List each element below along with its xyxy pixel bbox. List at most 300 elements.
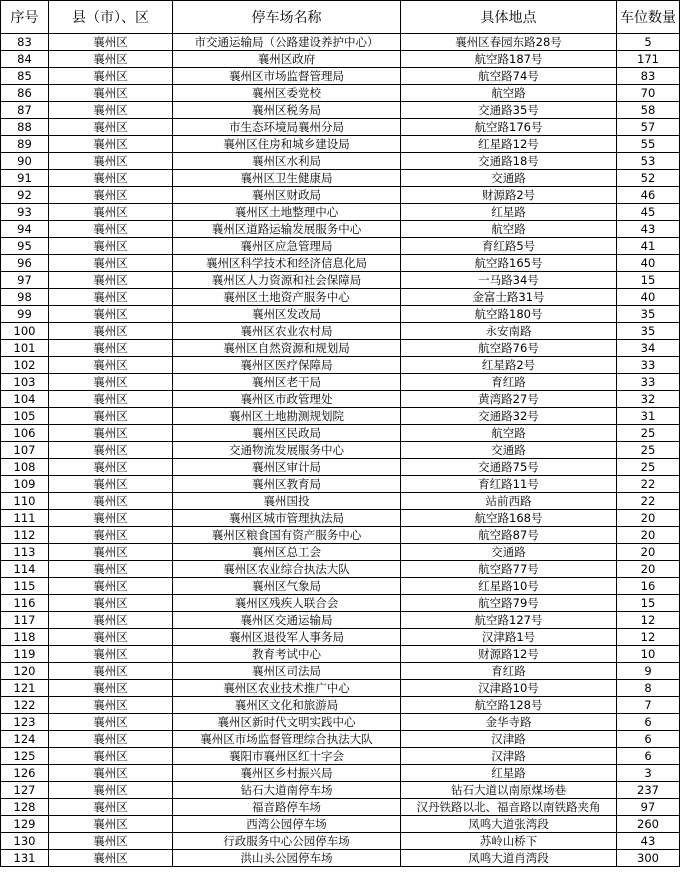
cell-spaces: 3 [617, 765, 680, 782]
cell-lot-name: 襄州区市场监督管理综合执法大队 [173, 731, 401, 748]
table-row [1, 340, 680, 357]
cell-index: 116 [1, 595, 49, 612]
cell-index: 110 [1, 493, 49, 510]
cell-district: 襄州区 [49, 527, 173, 544]
cell-spaces: 46 [617, 187, 680, 204]
cell-lot-name: 市生态环境局襄州分局 [173, 119, 401, 136]
cell-lot-name: 襄州区市场监督管理局 [173, 68, 401, 85]
cell-index: 86 [1, 85, 49, 102]
cell-location: 金华寺路 [401, 714, 617, 731]
cell-index: 98 [1, 289, 49, 306]
header-location: 具体地点 [401, 1, 617, 34]
cell-location: 航空路165号 [401, 255, 617, 272]
cell-index: 108 [1, 459, 49, 476]
cell-lot-name: 襄州区审计局 [173, 459, 401, 476]
table-row [1, 272, 680, 289]
table-row [1, 323, 680, 340]
cell-location: 育红路 [401, 374, 617, 391]
table-row [1, 51, 680, 68]
table-row [1, 714, 680, 731]
cell-index: 99 [1, 306, 49, 323]
cell-spaces: 260 [617, 816, 680, 833]
cell-lot-name: 襄州区自然资源和规划局 [173, 340, 401, 357]
cell-lot-name: 教育考试中心 [173, 646, 401, 663]
table-row [1, 612, 680, 629]
cell-spaces: 43 [617, 221, 680, 238]
cell-index: 96 [1, 255, 49, 272]
cell-district: 襄州区 [49, 306, 173, 323]
table-row [1, 680, 680, 697]
cell-spaces: 41 [617, 238, 680, 255]
table-row [1, 748, 680, 765]
table-row [1, 527, 680, 544]
cell-district: 襄州区 [49, 85, 173, 102]
header-lot-name: 停车场名称 [173, 1, 401, 34]
table-row [1, 85, 680, 102]
cell-index: 111 [1, 510, 49, 527]
cell-district: 襄州区 [49, 238, 173, 255]
table-row [1, 153, 680, 170]
table-row [1, 238, 680, 255]
cell-spaces: 22 [617, 476, 680, 493]
cell-district: 襄州区 [49, 731, 173, 748]
cell-spaces: 20 [617, 510, 680, 527]
cell-district: 襄州区 [49, 289, 173, 306]
cell-lot-name: 襄州区乡村振兴局 [173, 765, 401, 782]
cell-district: 襄州区 [49, 119, 173, 136]
cell-index: 127 [1, 782, 49, 799]
cell-lot-name: 行政服务中心公园停车场 [173, 833, 401, 850]
cell-location: 航空路180号 [401, 306, 617, 323]
cell-lot-name: 襄州区气象局 [173, 578, 401, 595]
table-row [1, 34, 680, 51]
cell-spaces: 45 [617, 204, 680, 221]
cell-index: 107 [1, 442, 49, 459]
cell-location: 航空路187号 [401, 51, 617, 68]
cell-index: 106 [1, 425, 49, 442]
cell-district: 襄州区 [49, 561, 173, 578]
table-row [1, 578, 680, 595]
cell-district: 襄州区 [49, 323, 173, 340]
cell-location: 育红路5号 [401, 238, 617, 255]
table-row [1, 493, 680, 510]
table-body [1, 34, 680, 867]
cell-district: 襄州区 [49, 255, 173, 272]
table-row [1, 119, 680, 136]
cell-index: 84 [1, 51, 49, 68]
cell-index: 97 [1, 272, 49, 289]
cell-location: 凤鸣大道肖湾段 [401, 850, 617, 867]
cell-district: 襄州区 [49, 51, 173, 68]
cell-spaces: 7 [617, 697, 680, 714]
cell-location: 红星路10号 [401, 578, 617, 595]
table-row [1, 833, 680, 850]
cell-lot-name: 襄州区退役军人事务局 [173, 629, 401, 646]
cell-location: 苏岭山桥下 [401, 833, 617, 850]
cell-location: 交通路 [401, 170, 617, 187]
cell-lot-name: 襄阳市襄州区红十字会 [173, 748, 401, 765]
cell-district: 襄州区 [49, 782, 173, 799]
cell-index: 100 [1, 323, 49, 340]
cell-index: 95 [1, 238, 49, 255]
cell-lot-name: 襄州区应急管理局 [173, 238, 401, 255]
cell-location: 航空路127号 [401, 612, 617, 629]
table-row [1, 374, 680, 391]
cell-spaces: 9 [617, 663, 680, 680]
cell-lot-name: 襄州国投 [173, 493, 401, 510]
cell-district: 襄州区 [49, 544, 173, 561]
cell-spaces: 22 [617, 493, 680, 510]
cell-spaces: 25 [617, 442, 680, 459]
cell-spaces: 31 [617, 408, 680, 425]
cell-index: 128 [1, 799, 49, 816]
cell-district: 襄州区 [49, 459, 173, 476]
cell-index: 113 [1, 544, 49, 561]
header-district: 县（市）、区 [49, 1, 173, 34]
cell-index: 87 [1, 102, 49, 119]
cell-location: 红星路 [401, 204, 617, 221]
cell-index: 85 [1, 68, 49, 85]
cell-spaces: 300 [617, 850, 680, 867]
cell-spaces: 57 [617, 119, 680, 136]
cell-district: 襄州区 [49, 816, 173, 833]
cell-spaces: 6 [617, 748, 680, 765]
cell-lot-name: 襄州区教育局 [173, 476, 401, 493]
cell-lot-name: 福音路停车场 [173, 799, 401, 816]
cell-district: 襄州区 [49, 357, 173, 374]
cell-location: 航空路74号 [401, 68, 617, 85]
table-row [1, 629, 680, 646]
cell-index: 103 [1, 374, 49, 391]
cell-location: 育红路11号 [401, 476, 617, 493]
header-index: 序号 [1, 1, 49, 34]
cell-district: 襄州区 [49, 442, 173, 459]
cell-lot-name: 襄州区政府 [173, 51, 401, 68]
cell-index: 88 [1, 119, 49, 136]
cell-lot-name: 襄州区税务局 [173, 102, 401, 119]
table-row [1, 782, 680, 799]
cell-district: 襄州区 [49, 595, 173, 612]
cell-district: 襄州区 [49, 850, 173, 867]
cell-spaces: 10 [617, 646, 680, 663]
cell-lot-name: 襄州区城市管理执法局 [173, 510, 401, 527]
table-row [1, 561, 680, 578]
cell-lot-name: 襄州区新时代文明实践中心 [173, 714, 401, 731]
cell-lot-name: 襄州区人力资源和社会保障局 [173, 272, 401, 289]
table-row [1, 697, 680, 714]
table-row [1, 255, 680, 272]
cell-location: 一马路34号 [401, 272, 617, 289]
cell-index: 130 [1, 833, 49, 850]
cell-lot-name: 襄州区发改局 [173, 306, 401, 323]
cell-spaces: 6 [617, 731, 680, 748]
cell-location: 钻石大道以南原煤场巷 [401, 782, 617, 799]
cell-lot-name: 交通物流发展服务中心 [173, 442, 401, 459]
cell-spaces: 237 [617, 782, 680, 799]
cell-lot-name: 襄州区交通运输局 [173, 612, 401, 629]
table-row [1, 187, 680, 204]
cell-index: 83 [1, 34, 49, 51]
table-row [1, 136, 680, 153]
cell-district: 襄州区 [49, 663, 173, 680]
cell-district: 襄州区 [49, 221, 173, 238]
cell-spaces: 34 [617, 340, 680, 357]
table-row [1, 663, 680, 680]
cell-spaces: 12 [617, 629, 680, 646]
cell-lot-name: 市交通运输局（公路建设养护中心） [173, 34, 401, 51]
cell-spaces: 52 [617, 170, 680, 187]
cell-district: 襄州区 [49, 578, 173, 595]
cell-spaces: 43 [617, 833, 680, 850]
cell-index: 119 [1, 646, 49, 663]
cell-index: 109 [1, 476, 49, 493]
cell-lot-name: 襄州区残疾人联合会 [173, 595, 401, 612]
cell-spaces: 5 [617, 34, 680, 51]
cell-district: 襄州区 [49, 204, 173, 221]
table-row [1, 306, 680, 323]
cell-spaces: 70 [617, 85, 680, 102]
cell-index: 120 [1, 663, 49, 680]
header-spaces: 车位数量 [617, 1, 680, 34]
cell-index: 101 [1, 340, 49, 357]
cell-spaces: 20 [617, 544, 680, 561]
cell-lot-name: 襄州区医疗保障局 [173, 357, 401, 374]
cell-index: 89 [1, 136, 49, 153]
cell-location: 航空路168号 [401, 510, 617, 527]
cell-index: 93 [1, 204, 49, 221]
cell-lot-name: 襄州区住房和城乡建设局 [173, 136, 401, 153]
cell-location: 红星路2号 [401, 357, 617, 374]
cell-location: 红星路 [401, 765, 617, 782]
cell-location: 交通路35号 [401, 102, 617, 119]
cell-lot-name: 襄州区土地资产服务中心 [173, 289, 401, 306]
cell-district: 襄州区 [49, 476, 173, 493]
cell-spaces: 12 [617, 612, 680, 629]
cell-spaces: 35 [617, 306, 680, 323]
cell-index: 92 [1, 187, 49, 204]
cell-spaces: 8 [617, 680, 680, 697]
cell-location: 凤鸣大道张湾段 [401, 816, 617, 833]
cell-spaces: 83 [617, 68, 680, 85]
cell-location: 财源路2号 [401, 187, 617, 204]
cell-lot-name: 襄州区财政局 [173, 187, 401, 204]
cell-spaces: 33 [617, 357, 680, 374]
cell-spaces: 15 [617, 595, 680, 612]
table-row [1, 816, 680, 833]
cell-index: 114 [1, 561, 49, 578]
cell-lot-name: 洪山头公园停车场 [173, 850, 401, 867]
cell-district: 襄州区 [49, 425, 173, 442]
cell-location: 航空路76号 [401, 340, 617, 357]
table-row [1, 170, 680, 187]
table-row [1, 391, 680, 408]
cell-spaces: 32 [617, 391, 680, 408]
cell-location: 汉丹铁路以北、福音路以南铁路夹角 [401, 799, 617, 816]
cell-location: 黄湾路27号 [401, 391, 617, 408]
cell-spaces: 15 [617, 272, 680, 289]
cell-location: 航空路128号 [401, 697, 617, 714]
table-row [1, 731, 680, 748]
cell-index: 90 [1, 153, 49, 170]
cell-index: 124 [1, 731, 49, 748]
cell-lot-name: 襄州区市政管理处 [173, 391, 401, 408]
cell-location: 航空路79号 [401, 595, 617, 612]
cell-location: 航空路176号 [401, 119, 617, 136]
cell-location: 航空路 [401, 221, 617, 238]
cell-district: 襄州区 [49, 391, 173, 408]
table-row [1, 476, 680, 493]
table-row [1, 425, 680, 442]
cell-district: 襄州区 [49, 170, 173, 187]
cell-lot-name: 襄州区土地勘测规划院 [173, 408, 401, 425]
cell-lot-name: 襄州区科学技术和经济信息化局 [173, 255, 401, 272]
table-row [1, 595, 680, 612]
cell-district: 襄州区 [49, 68, 173, 85]
cell-district: 襄州区 [49, 153, 173, 170]
cell-index: 131 [1, 850, 49, 867]
cell-index: 121 [1, 680, 49, 697]
cell-index: 123 [1, 714, 49, 731]
cell-index: 105 [1, 408, 49, 425]
cell-district: 襄州区 [49, 187, 173, 204]
cell-district: 襄州区 [49, 697, 173, 714]
cell-lot-name: 襄州区卫生健康局 [173, 170, 401, 187]
header-row [1, 1, 680, 34]
cell-lot-name: 襄州区农业技术推广中心 [173, 680, 401, 697]
cell-spaces: 33 [617, 374, 680, 391]
cell-location: 金富士路31号 [401, 289, 617, 306]
cell-district: 襄州区 [49, 34, 173, 51]
cell-location: 襄州区春园东路28号 [401, 34, 617, 51]
cell-lot-name: 襄州区农业农村局 [173, 323, 401, 340]
cell-index: 126 [1, 765, 49, 782]
cell-district: 襄州区 [49, 493, 173, 510]
cell-lot-name: 钻石大道南停车场 [173, 782, 401, 799]
cell-district: 襄州区 [49, 748, 173, 765]
cell-spaces: 55 [617, 136, 680, 153]
cell-spaces: 16 [617, 578, 680, 595]
cell-index: 129 [1, 816, 49, 833]
cell-district: 襄州区 [49, 340, 173, 357]
cell-spaces: 25 [617, 459, 680, 476]
cell-spaces: 53 [617, 153, 680, 170]
cell-location: 育红路 [401, 663, 617, 680]
cell-lot-name: 襄州区水利局 [173, 153, 401, 170]
cell-district: 襄州区 [49, 374, 173, 391]
cell-spaces: 40 [617, 255, 680, 272]
table-row [1, 544, 680, 561]
cell-spaces: 6 [617, 714, 680, 731]
cell-location: 交通路32号 [401, 408, 617, 425]
cell-spaces: 35 [617, 323, 680, 340]
table-row [1, 204, 680, 221]
cell-lot-name: 襄州区农业综合执法大队 [173, 561, 401, 578]
cell-spaces: 58 [617, 102, 680, 119]
table-row [1, 510, 680, 527]
table-row [1, 102, 680, 119]
cell-district: 襄州区 [49, 272, 173, 289]
cell-district: 襄州区 [49, 629, 173, 646]
cell-district: 襄州区 [49, 136, 173, 153]
cell-lot-name: 襄州区总工会 [173, 544, 401, 561]
cell-district: 襄州区 [49, 833, 173, 850]
cell-location: 交通路18号 [401, 153, 617, 170]
cell-index: 125 [1, 748, 49, 765]
cell-lot-name: 襄州区道路运输发展服务中心 [173, 221, 401, 238]
cell-district: 襄州区 [49, 408, 173, 425]
cell-lot-name: 襄州区文化和旅游局 [173, 697, 401, 714]
table-row [1, 799, 680, 816]
cell-location: 交通路75号 [401, 459, 617, 476]
cell-spaces: 40 [617, 289, 680, 306]
cell-location: 航空路87号 [401, 527, 617, 544]
cell-district: 襄州区 [49, 612, 173, 629]
table-row [1, 765, 680, 782]
cell-spaces: 20 [617, 561, 680, 578]
cell-lot-name: 襄州区民政局 [173, 425, 401, 442]
cell-index: 122 [1, 697, 49, 714]
cell-location: 汉津路10号 [401, 680, 617, 697]
cell-index: 94 [1, 221, 49, 238]
cell-district: 襄州区 [49, 102, 173, 119]
cell-index: 117 [1, 612, 49, 629]
cell-spaces: 171 [617, 51, 680, 68]
cell-lot-name: 襄州区粮食国有资产服务中心 [173, 527, 401, 544]
cell-location: 汉津路 [401, 748, 617, 765]
cell-location: 航空路 [401, 85, 617, 102]
cell-location: 航空路 [401, 425, 617, 442]
cell-index: 104 [1, 391, 49, 408]
cell-district: 襄州区 [49, 799, 173, 816]
cell-lot-name: 襄州区司法局 [173, 663, 401, 680]
cell-lot-name: 襄州区委党校 [173, 85, 401, 102]
cell-district: 襄州区 [49, 680, 173, 697]
cell-lot-name: 西湾公园停车场 [173, 816, 401, 833]
cell-location: 红星路12号 [401, 136, 617, 153]
cell-index: 115 [1, 578, 49, 595]
cell-district: 襄州区 [49, 714, 173, 731]
cell-district: 襄州区 [49, 510, 173, 527]
table-row [1, 408, 680, 425]
cell-location: 交通路 [401, 442, 617, 459]
cell-location: 汉津路1号 [401, 629, 617, 646]
cell-district: 襄州区 [49, 765, 173, 782]
cell-index: 91 [1, 170, 49, 187]
cell-location: 永安南路 [401, 323, 617, 340]
cell-location: 站前西路 [401, 493, 617, 510]
cell-index: 112 [1, 527, 49, 544]
table-row [1, 442, 680, 459]
table-row [1, 221, 680, 238]
cell-lot-name: 襄州区老干局 [173, 374, 401, 391]
table-row [1, 850, 680, 867]
cell-location: 航空路77号 [401, 561, 617, 578]
table-row [1, 289, 680, 306]
table-row [1, 357, 680, 374]
cell-location: 财源路12号 [401, 646, 617, 663]
cell-spaces: 97 [617, 799, 680, 816]
table-row [1, 459, 680, 476]
cell-location: 汉津路 [401, 731, 617, 748]
table-row [1, 646, 680, 663]
cell-spaces: 25 [617, 425, 680, 442]
cell-index: 102 [1, 357, 49, 374]
cell-index: 118 [1, 629, 49, 646]
cell-district: 襄州区 [49, 646, 173, 663]
table-row [1, 68, 680, 85]
cell-lot-name: 襄州区土地整理中心 [173, 204, 401, 221]
cell-spaces: 20 [617, 527, 680, 544]
